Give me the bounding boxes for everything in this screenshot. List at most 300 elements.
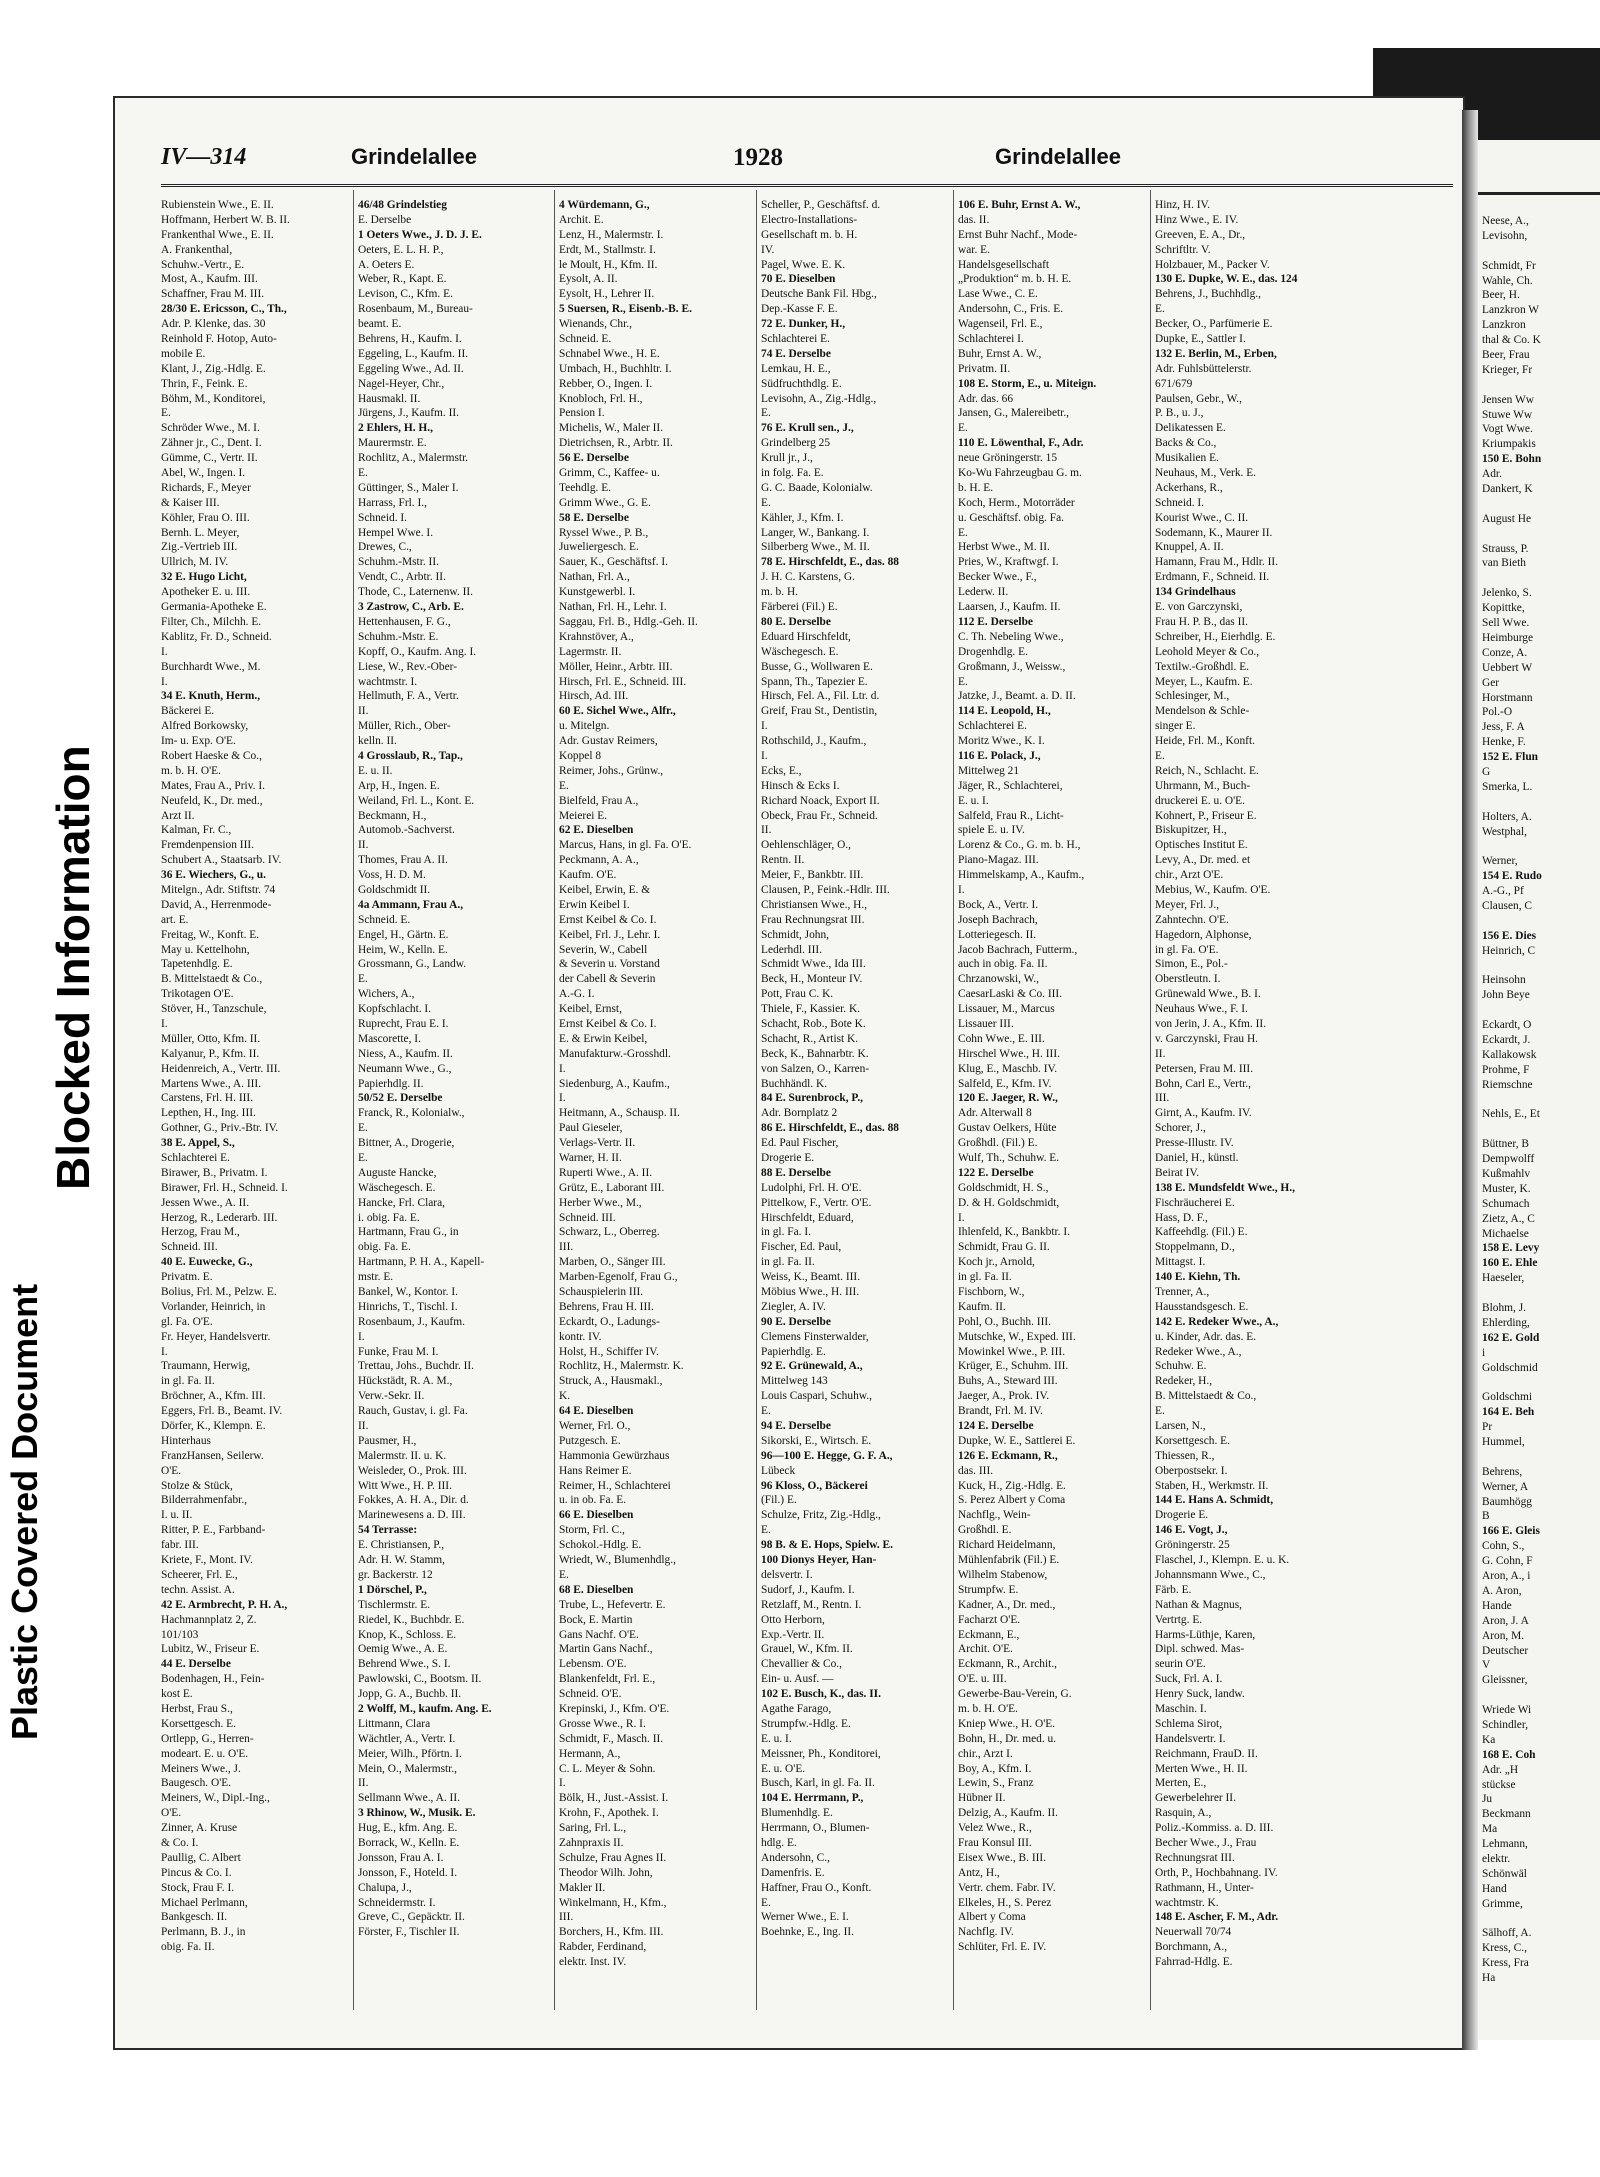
adjacent-entry-line [1482, 1912, 1600, 1927]
directory-entry-line: (Fil.) E. [761, 1494, 797, 1507]
directory-entry-line: 138 E. Mundsfeldt Wwe., H., [1155, 1181, 1295, 1194]
directory-entry-line: Retzlaff, M., Rentn. I. [761, 1598, 862, 1611]
directory-entry-line: Chevallier & Co., [761, 1658, 842, 1671]
directory-entry-line: u. Mitelgn. [559, 720, 610, 733]
directory-entry-line: Spann, Th., Tapezier E. [761, 675, 868, 688]
adjacent-entry-line [1482, 1450, 1600, 1465]
directory-entry-line: Gewerbelehrer II. [1155, 1792, 1236, 1805]
directory-entry-line: Redeker, H., [1155, 1375, 1213, 1388]
directory-entry-line: Reimer, H., Schlachterei [559, 1479, 671, 1492]
column-divider [353, 190, 354, 2010]
directory-entry-line: Adr. H. W. Stamm, [358, 1554, 446, 1567]
directory-entry-line: Pott, Frau C. K. [761, 988, 834, 1001]
directory-entry-line: I. [161, 1345, 168, 1358]
directory-entry-line: Arzt II. [161, 809, 195, 822]
directory-entry-line: le Moult, H., Kfm. II. [559, 258, 658, 271]
directory-entry-line: Mittagst. I. [1155, 1256, 1206, 1269]
directory-entry-line: Merten, E., [1155, 1777, 1207, 1790]
directory-entry-line: 146 E. Vogt, J., [1155, 1524, 1228, 1537]
directory-entry-line: Busse, G., Wollwaren E. [761, 660, 873, 673]
directory-entry-line: fabr. III. [161, 1539, 199, 1552]
directory-entry-line: das. II. [958, 213, 990, 226]
directory-entry-line: Schriftltr. V. [1155, 243, 1211, 256]
directory-entry-line: Hagedorn, Alphonse, [1155, 928, 1252, 941]
directory-entry-line: Velez Wwe., R., [958, 1822, 1032, 1835]
directory-entry-line: Ernst Buhr Nachf., Mode- [958, 228, 1078, 241]
directory-entry-line: 140 E. Kiehn, Th. [1155, 1271, 1241, 1284]
directory-entry-line: CaesarLaski & Co. III. [958, 988, 1063, 1001]
street-heading-right: Grindelallee [995, 144, 1121, 169]
directory-entry-line: Hinsch & Ecks I. [761, 779, 840, 792]
directory-entry-line: Behrens, Frau H. III. [559, 1300, 654, 1313]
adjacent-entry-line: Adr. [1482, 468, 1502, 481]
directory-entry-line: Heim, W., Kelln. E. [358, 943, 448, 956]
directory-entry-line: Albert y Coma [958, 1911, 1026, 1924]
adjacent-entry-line: Kress, C., [1482, 1942, 1527, 1955]
directory-entry-line: Beck, K., Bahnarbtr. K. [761, 1047, 869, 1060]
directory-entry-line: 148 E. Ascher, F. M., Adr. [1155, 1911, 1279, 1924]
directory-entry-line: Lewin, S., Franz [958, 1777, 1034, 1790]
directory-entry-line: Neuerwall 70/74 [1155, 1926, 1232, 1939]
directory-entry-line: 90 E. Derselbe [761, 1315, 831, 1328]
directory-entry-line: Lase Wwe., C. E. [958, 288, 1038, 301]
directory-entry-line: Weiss, K., Beamt. III. [761, 1271, 861, 1284]
directory-entry-line: III. [559, 1241, 574, 1254]
directory-entry-line: Kopfschlacht. I. [358, 1003, 432, 1016]
directory-entry-line: Schlachterei I. [958, 333, 1024, 346]
adjacent-entry-line: Goldschmi [1482, 1391, 1532, 1404]
directory-entry-line: E. u. I. [958, 794, 989, 807]
directory-entry-line: 68 E. Dieselben [559, 1583, 634, 1596]
adjacent-entry-line: G [1482, 765, 1491, 778]
directory-entry-line: Dörfer, K., Klempn. E. [161, 1420, 266, 1433]
directory-entry-line: Tapetenhdlg. E. [161, 958, 233, 971]
directory-entry-line: Rentn. II. [761, 854, 805, 867]
directory-entry-line: Schmidt, John, [761, 928, 830, 941]
adjacent-entry-line [1482, 527, 1600, 542]
directory-entry-line: Lissauer III. [958, 1017, 1014, 1030]
directory-entry-line: A. Frankenthal, [161, 243, 233, 256]
directory-entry-line: Kniep Wwe., H. O'E. [958, 1717, 1056, 1730]
directory-entry-line: Schuhw.-Vertr., E. [161, 258, 245, 271]
directory-entry-line: E. [1155, 749, 1165, 762]
directory-entry-line: in gl. Fa. I. [761, 1226, 811, 1239]
directory-entry-line: Zig.-Vertrieb III. [161, 541, 238, 554]
directory-entry-line: Germania-Apotheke E. [161, 601, 267, 614]
directory-entry-line: Rechnungsrat III. [1155, 1851, 1235, 1864]
directory-entry-line: Johannsmann Wwe., C., [1155, 1568, 1266, 1581]
directory-entry-line: Schneid. E. [559, 333, 612, 346]
directory-entry-line: Bölk, H., Just.-Assist. I. [559, 1792, 669, 1805]
adjacent-page-edge [1478, 140, 1600, 2040]
adjacent-entry-line: Grimme, [1482, 1897, 1523, 1910]
directory-entry-line: E. [761, 1524, 771, 1537]
directory-entry-line: Bock, A., Vertr. I. [958, 898, 1039, 911]
directory-entry-line: Schlema Sirot, [1155, 1717, 1223, 1730]
directory-entry-line: Krull jr., J., [761, 452, 813, 465]
directory-entry-line: Neumann Wwe., G., [358, 1062, 452, 1075]
directory-entry-line: Krepinski, J., Kfm. O'E. [559, 1702, 670, 1715]
directory-entry-line: Goldschmidt II. [358, 883, 431, 896]
directory-entry-line: Obeck, Frau Fr., Schneid. [761, 809, 878, 822]
directory-entry-line: Jatzke, J., Beamt. a. D. II. [958, 690, 1076, 703]
directory-entry-line: Wilhelm Stabenow, [958, 1568, 1048, 1581]
adjacent-entry-line [1482, 497, 1600, 512]
directory-entry-line: Heitmann, A., Schausp. II. [559, 1107, 680, 1120]
directory-entry-line: m. b. H. O'E. [958, 1702, 1018, 1715]
directory-entry-line: Eggeling, L., Kaufm. II. [358, 347, 469, 360]
directory-entry-line: Putzgesch. E. [559, 1434, 621, 1447]
directory-entry-line: Abel, W., Ingen. I. [161, 467, 246, 480]
directory-entry-line: Schuhm.-Mstr. E. [358, 630, 439, 643]
directory-entry-line: Dep.-Kasse F. E. [761, 303, 838, 316]
directory-entry-line: Kaffeehdlg. (Fil.) E. [1155, 1226, 1248, 1239]
adjacent-entry-line: Ha [1482, 1972, 1496, 1985]
directory-entry-line: Knuppel, A. II. [1155, 541, 1224, 554]
directory-entry-line: Andersohn, C., Fris. E. [958, 303, 1064, 316]
directory-entry-line: Knobloch, Frl. H., [559, 392, 643, 405]
directory-entry-line: Köhler, Frau O. III. [161, 511, 250, 524]
directory-entry-line: Hinterhaus [161, 1434, 211, 1447]
directory-column-3 [559, 198, 749, 1970]
directory-entry-line: Optisches Institut E. [1155, 839, 1248, 852]
directory-entry-line: Jacob Bachrach, Futterm., [958, 943, 1078, 956]
directory-entry-line: I. [761, 749, 768, 762]
adjacent-entry-line: Goldschmid [1482, 1361, 1538, 1374]
directory-entry-line: Rauch, Gustav, i. gl. Fa. [358, 1405, 468, 1418]
directory-entry-line: Eckardt, O., Ladungs- [559, 1315, 660, 1328]
adjacent-entry-line: Levisohn, [1482, 229, 1528, 242]
adjacent-entry-line: 162 E. Gold [1482, 1331, 1540, 1344]
adjacent-entry-line: Aron, A., i [1482, 1570, 1531, 1583]
directory-entry-line: 62 E. Dieselben [559, 824, 634, 837]
directory-entry-line: Musikalien E. [1155, 452, 1219, 465]
adjacent-entry-line: Dempwolff [1482, 1153, 1535, 1166]
directory-entry-line: Schokol.-Hdlg. E. [559, 1539, 642, 1552]
directory-entry-line: Vorlander, Heinrich, in [161, 1300, 266, 1313]
directory-entry-line: E. [161, 407, 171, 420]
directory-entry-line: Vendt, C., Arbtr. II. [358, 571, 446, 584]
directory-entry-line: Baugesch. O'E. [161, 1777, 232, 1790]
directory-entry-line: Buhr, Ernst A. W., [958, 347, 1042, 360]
blocked-information-label: Blocked Information [47, 745, 99, 1190]
directory-entry-line: in gl. Fa. O'E. [1155, 943, 1219, 956]
directory-entry-line: in folg. Fa. E. [761, 467, 824, 480]
directory-entry-line: Koch, Herm., Motorräder [958, 496, 1075, 509]
directory-entry-line: Behrens, J., Buchhdlg., [1155, 288, 1261, 301]
directory-entry-line: Behrend Wwe., S. I. [358, 1658, 451, 1671]
directory-entry-line: P. B., u. J., [1155, 407, 1204, 420]
adjacent-entry-line: Büttner, B [1482, 1138, 1530, 1151]
directory-entry-line: Rabder, Ferdinand, [559, 1941, 647, 1954]
directory-entry-line: Eduard Hirschfeldt, [761, 630, 851, 643]
directory-entry-line: Meier, Wilh., Pförtn. I. [358, 1747, 462, 1760]
directory-entry-line: singer E. [1155, 720, 1196, 733]
directory-entry-line: Hartmann, Frau G., in [358, 1226, 459, 1239]
adjacent-entry-line: Sell Wwe. [1482, 617, 1530, 630]
directory-entry-line: Engel, H., Gärtn. E. [358, 928, 449, 941]
directory-entry-line: Klug, E., Maschb. IV. [958, 1062, 1058, 1075]
directory-entry-line: Ihlenfeld, K., Bankbtr. I. [958, 1226, 1070, 1239]
directory-entry-line: Lederhdl. III. [761, 943, 823, 956]
directory-entry-line: 4a Ammann, Frau A., [358, 898, 464, 911]
directory-entry-line: Mebius, W., Kaufm. O'E. [1155, 883, 1271, 896]
adjacent-entry-line: Wahle, Ch. [1482, 274, 1533, 287]
directory-entry-line: Mühlenfabrik (Fil.) E. [958, 1554, 1060, 1567]
directory-entry-line: Schuhm.-Mstr. II. [358, 556, 439, 569]
directory-entry-line: neue Gröningerstr. 15 [958, 452, 1058, 465]
directory-entry-line: Simon, E., Pol.- [1155, 958, 1228, 971]
directory-entry-line: 130 E. Dupke, W. E., das. 124 [1155, 273, 1298, 286]
directory-entry-line: E. Christiansen, P., [358, 1539, 445, 1552]
directory-entry-line: von Salzen, O., Karren- [761, 1062, 870, 1075]
directory-entry-line: Grütz, E., Laborant III. [559, 1181, 665, 1194]
directory-entry-line: Ruperti Wwe., A. II. [559, 1166, 653, 1179]
adjacent-entry-line: Schindler, [1482, 1718, 1529, 1731]
plastic-covered-label: Plastic Covered Document [4, 1283, 45, 1740]
directory-entry-line: Drewes, C., [358, 541, 412, 554]
directory-entry-line: Schmidt Wwe., Ida III. [761, 958, 866, 971]
directory-entry-line: Moritz Wwe., K. I. [958, 735, 1045, 748]
adjacent-entry-line: Lanzkron [1482, 319, 1526, 332]
directory-entry-line: Perlmann, B. J., in [161, 1926, 246, 1939]
directory-entry-line: Ruprecht, Frau E. I. [358, 1017, 449, 1030]
directory-entry-line: Förster, F., Tischler II. [358, 1926, 460, 1939]
directory-entry-line: Pincus & Co. I. [161, 1866, 232, 1879]
directory-entry-line: Frau H. P. B., das II. [1155, 615, 1249, 628]
directory-entry-line: Boehnke, E., Ing. II. [761, 1926, 854, 1939]
directory-entry-line: 50/52 E. Derselbe [358, 1092, 443, 1105]
directory-entry-line: 1 Oeters Wwe., J. D. J. E. [358, 228, 482, 241]
directory-entry-line: Levisohn, A., Zig.-Hdlg., [761, 392, 877, 405]
directory-entry-line: Stoppelmann, D., [1155, 1241, 1235, 1254]
directory-entry-line: I. [559, 1062, 566, 1075]
directory-entry-line: Schlüter, Frl. E. IV. [958, 1941, 1047, 1954]
directory-entry-line: Trenner, A., [1155, 1286, 1210, 1299]
directory-entry-line: Wienands, Chr., [559, 318, 632, 331]
directory-entry-line: Ritter, P. E., Farbband- [161, 1524, 266, 1537]
directory-entry-line: u. Geschäftsf. obig. Fa. [958, 511, 1064, 524]
directory-entry-line: der Cabell & Severin [559, 973, 656, 986]
directory-entry-line: Hinz, H. IV. [1155, 199, 1211, 211]
directory-entry-line: Kalyanur, P., Kfm. II. [161, 1047, 260, 1060]
directory-entry-line: Neuhaus, M., Verk. E. [1155, 467, 1257, 480]
directory-entry-line: Dietrichsen, R., Arbtr. II. [559, 437, 673, 450]
directory-entry-line: Bohn, Carl E., Vertr., [1155, 1077, 1251, 1090]
directory-entry-line: Schneid. III. [161, 1241, 218, 1254]
directory-entry-line: Hachmannplatz 2, Z. [161, 1613, 257, 1626]
directory-entry-line: Nathan & Magnus, [1155, 1598, 1242, 1611]
directory-entry-line: Sauer, K., Geschäftsf. I. [559, 556, 668, 569]
directory-entry-line: Damenfris. E. [761, 1866, 825, 1879]
column-divider [756, 190, 757, 2010]
directory-entry-line: Schulze, Fritz, Zig.-Hdlg., [761, 1509, 881, 1522]
adjacent-entry-line: 158 E. Levy [1482, 1242, 1540, 1255]
directory-entry-line: E. [358, 1152, 368, 1164]
directory-entry-line: Gewerbe-Bau-Verein, G. [958, 1688, 1072, 1701]
directory-entry-line: mstr. E. [358, 1271, 394, 1284]
directory-entry-line: Reinhold F. Hotop, Auto- [161, 333, 277, 346]
directory-entry-line: Textilw.-Großhdl. E. [1155, 660, 1249, 673]
directory-entry-line: Scheerer, Frl. E., [161, 1568, 238, 1581]
directory-entry-line: Oberpostsekr. I. [1155, 1464, 1228, 1477]
directory-entry-line: Oeters, E. L. H. P., [358, 243, 444, 256]
directory-entry-line: Scheller, P., Geschäftsf. d. [761, 199, 881, 211]
directory-entry-line: Marcus, Hans, in gl. Fa. O'E. [559, 839, 692, 852]
directory-entry-line: 32 E. Hugo Licht, [161, 571, 247, 584]
directory-entry-line: Oehlenschläger, O., [761, 839, 852, 852]
directory-entry-line: Böhm, M., Konditorei, [161, 392, 266, 405]
directory-entry-line: 80 E. Derselbe [761, 615, 831, 628]
directory-entry-line: Paullig, C. Albert [161, 1851, 241, 1864]
directory-entry-line: obig. Fa. II. [161, 1941, 215, 1954]
directory-entry-line: Richard Heidelmann, [958, 1539, 1056, 1552]
directory-entry-line: IV. [761, 243, 775, 256]
directory-entry-line: E. [358, 1122, 368, 1135]
adjacent-entry-line: 164 E. Beh [1482, 1406, 1535, 1419]
directory-entry-line: Bock, E. Martin [559, 1613, 633, 1626]
directory-entry-line: Lorenz & Co., G. m. b. H., [958, 839, 1081, 852]
directory-entry-line: Großhdl. (Fil.) E. [958, 1137, 1038, 1150]
adjacent-entry-line: Baumhögg [1482, 1495, 1532, 1508]
directory-entry-line: Salfeld, Frau R., Licht- [958, 809, 1064, 822]
directory-entry-line: Ecks, E., [761, 764, 802, 777]
adjacent-entry-line: Lanzkron W [1482, 304, 1540, 317]
directory-entry-line: 42 E. Armbrecht, P. H. A., [161, 1598, 288, 1611]
directory-entry-line: & Co. I. [161, 1836, 199, 1849]
directory-entry-line: Ein- u. Ausf. — [761, 1673, 834, 1686]
directory-entry-line: E. [1155, 303, 1165, 316]
directory-entry-line: Franck, R., Kolonialw., [358, 1107, 465, 1120]
directory-entry-line: 4 Würdemann, G., [559, 199, 650, 211]
directory-entry-line: 56 E. Derselbe [559, 452, 629, 465]
directory-entry-line: Wichers, A., [358, 988, 415, 1001]
directory-entry-line: Peckmann, A. A., [559, 854, 639, 867]
directory-entry-line: Kaufm. O'E. [559, 869, 617, 882]
directory-entry-line: Manufakturw.-Grosshdl. [559, 1047, 671, 1060]
directory-entry-line: Lagermstr. II. [559, 645, 622, 658]
directory-entry-line: Oberstleutn. I. [1155, 973, 1221, 986]
directory-entry-line: Nagel-Heyer, Chr., [358, 377, 445, 390]
directory-entry-line: Vertrtg. E. [1155, 1613, 1203, 1626]
directory-entry-line: Siedenburg, A., Kaufm., [559, 1077, 670, 1090]
directory-entry-line: Lissauer, M., Marcus [958, 1003, 1055, 1016]
directory-entry-line: David, A., Herrenmode- [161, 898, 272, 911]
directory-entry-line: in gl. Fa. II. [958, 1271, 1012, 1284]
directory-entry-line: Lübeck [761, 1464, 796, 1477]
directory-entry-line: Fremdenpension III. [161, 839, 254, 852]
adjacent-entry-line: Ger [1482, 676, 1500, 689]
directory-entry-line: Ziegler, A. IV. [761, 1300, 826, 1313]
directory-entry-line: Eggeling Wwe., Ad. II. [358, 362, 464, 375]
street-heading-left: Grindelallee [351, 144, 477, 169]
adjacent-entry-line: G. Cohn, F [1482, 1555, 1533, 1568]
directory-entry-line: Beirat IV. [1155, 1166, 1200, 1179]
directory-entry-line: Jessen Wwe., A. II. [161, 1196, 250, 1209]
directory-entry-line: Herzog, R., Lederarb. III. [161, 1211, 278, 1224]
directory-entry-line: Nathan, Frl. A., [559, 571, 630, 584]
directory-entry-line: Maurermstr. E. [358, 437, 427, 450]
adjacent-entry-line: Clausen, C [1482, 899, 1532, 912]
adjacent-entry-line: Ehlerding, [1482, 1316, 1530, 1329]
directory-entry-line: Nachflg., Wein- [958, 1509, 1031, 1522]
directory-entry-line: Meyer, L., Kaufm. E. [1155, 675, 1253, 688]
directory-entry-line: Hoffmann, Herbert W. B. II. [161, 213, 290, 226]
directory-entry-line: Pawlowski, C., Bootsm. II. [358, 1673, 482, 1686]
directory-entry-line: Himmelskamp, A., Kaufm., [958, 869, 1085, 882]
directory-entry-line: Beck, H., Monteur IV. [761, 973, 863, 986]
directory-entry-line: Rothschild, J., Kaufm., [761, 735, 867, 748]
adjacent-entry-line [1482, 795, 1600, 810]
adjacent-entry-line: Jelenko, S. [1482, 587, 1532, 600]
adjacent-entry-line: Smerka, L. [1482, 780, 1533, 793]
adjacent-entry-line: Uebbert W [1482, 661, 1533, 674]
directory-entry-line: Schneid. E. [358, 913, 411, 926]
directory-entry-line: Hirsch, Frl. E., Schneid. III. [559, 675, 687, 688]
directory-entry-line: Chalupa, J., [358, 1881, 412, 1894]
directory-entry-line: Keibel, Ernst, [559, 1003, 622, 1016]
directory-entry-line: E. & Erwin Keibel, [559, 1032, 648, 1045]
directory-entry-line: Drogenhdlg. E. [958, 645, 1028, 658]
directory-entry-line: Lemkau, H. E., [761, 362, 831, 375]
directory-entry-line: Jäger, R., Schlachterei, [958, 779, 1063, 792]
directory-entry-line: Buchhändl. K. [761, 1077, 828, 1090]
directory-entry-line: Umbach, H., Buchhltr. I. [559, 362, 672, 375]
adjacent-entry-line [1482, 571, 1600, 586]
directory-entry-line: Hausstandsgesch. E. [1155, 1300, 1249, 1313]
directory-entry-line: Petersen, Frau M. III. [1155, 1062, 1254, 1075]
directory-entry-line: 72 E. Dunker, H., [761, 318, 846, 331]
directory-entry-line: Weisleder, O., Prok. III. [358, 1464, 467, 1477]
directory-entry-line: Pension I. [559, 407, 605, 420]
directory-entry-line: Güttinger, S., Maler I. [358, 481, 459, 494]
adjacent-entry-line [1482, 1122, 1600, 1137]
adjacent-entry-line: Dankert, K [1482, 483, 1533, 496]
directory-entry-line: Fischräucherei E. [1155, 1196, 1235, 1209]
adjacent-entry-line: Lehmann, [1482, 1838, 1528, 1851]
directory-entry-line: E. [358, 467, 368, 480]
directory-entry-line: kontr. IV. [559, 1330, 602, 1343]
directory-entry-line: A.-G. I. [559, 988, 595, 1001]
directory-entry-line: Holzbauer, M., Packer V. [1155, 258, 1270, 271]
directory-entry-line: Jürgens, J., Kaufm. II. [358, 407, 460, 420]
directory-entry-line: Neufeld, K., Dr. med., [161, 794, 263, 807]
directory-entry-line: Gesellschaft m. b. H. [761, 228, 858, 241]
directory-entry-line: Dipl. schwed. Mas- [1155, 1643, 1245, 1656]
directory-entry-line: Bohn, H., Dr. med. u. [958, 1732, 1057, 1745]
adjacent-entry-line: Beer, Frau [1482, 349, 1530, 362]
directory-entry-line: Koch jr., Arnold, [958, 1256, 1035, 1269]
directory-entry-line: Lepthen, H., Ing. III. [161, 1107, 256, 1120]
directory-entry-line: Färberei (Fil.) E. [761, 601, 838, 614]
directory-entry-line: in gl. Fa. II. [161, 1375, 215, 1388]
directory-entry-line: Meierei E. [559, 809, 608, 822]
adjacent-entry-line: thal & Co. K [1482, 334, 1541, 347]
directory-entry-line: Andersohn, C., [761, 1851, 830, 1864]
directory-entry-line: Lotteriegesch. II. [958, 928, 1037, 941]
directory-entry-line: Rasquin, A., [1155, 1807, 1212, 1820]
directory-entry-line: Girnt, A., Kaufm. IV. [1155, 1107, 1252, 1120]
directory-entry-line: D. & H. Goldschmidt, [958, 1196, 1060, 1209]
directory-entry-line: Verlags-Vertr. II. [559, 1137, 636, 1150]
directory-entry-line: E. [761, 496, 771, 509]
directory-entry-line: 102 E. Busch, K., das. II. [761, 1688, 881, 1701]
year-heading: 1928 [733, 144, 783, 171]
adjacent-entry-line: Hande [1482, 1599, 1512, 1612]
directory-entry-line: Otto Herborn, [761, 1613, 825, 1626]
directory-entry-line: Frau Konsul III. [958, 1836, 1032, 1849]
directory-entry-line: Birawer, B., Privatm. I. [161, 1166, 268, 1179]
